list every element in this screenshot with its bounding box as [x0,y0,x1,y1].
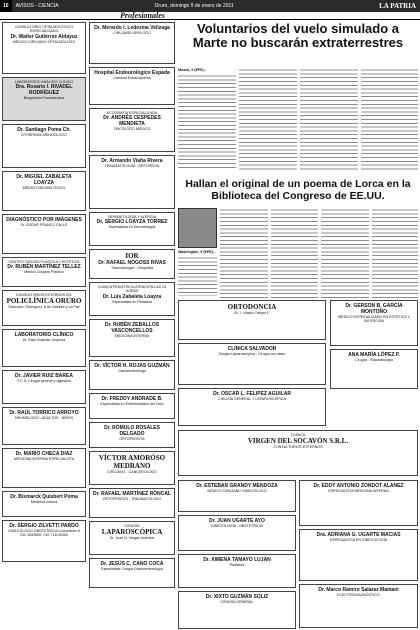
ad-26: Dr. RAFAEL MARTÍNEZ RONCAL ORTOPEDISTA - TRAUMATÓLOGO [89,488,175,518]
ad-22: Dr. VÍCTOR H. ROJAS GUZMÁN Gastroenterólogo [89,360,175,390]
column-3 [178,300,326,429]
ad-16: ECOGRAFÍA ESPECIALIZADA Dr. ANDRÉS CESPEDES MENDIETA ONCÓLOGO MÉDICO [89,108,175,152]
ad-17: Dr. Armando Viaña Rivera TRAUMATOLOGÍA - ORTOPEDIA [89,155,175,209]
page-number: 10 [0,0,12,12]
lorca-photo [178,208,217,248]
column-4-bottom [299,480,418,630]
ad-23: Dr. FREDDY ANDRADE B. Especialista en Enfermedades del Oído [89,393,175,419]
section-label: AVISOS - CIENCIA [15,3,59,9]
ad-21: Dr. RUBÉN ZEBALLOS VASCONCELLOS MEDICINA INTERNA [89,319,175,357]
ad-11: Dr. MARIO CHECA DIAZ MEDICINA INTERNA ESPECIALISTA [2,448,86,488]
ad-1: CONSULTORIO OFTALMOLÓGICO ESPECIALIZADO Dr. Walter Gutiérrez Aldayuz MÉDICO CIRUJANO OFTALMÓLOGO [2,22,86,74]
article-2-headline: Hallan el original de un poema de Lorca en la Biblioteca del Congreso de EE.UU. [185,178,411,202]
ad-4: Dr. MIGUEL ZABALETA LOAYZA MÉDICO NEUMOLÓGICO [2,171,86,211]
ad-14: Dr. Merardo I. Ledezma Velizaga CIRUJANO UROLOGO [89,22,175,64]
ad-9: Dr. JAVIER RUIZ BAREA F.C.S. Cirugía general y digestiva [2,370,86,404]
ad-32: Dr. GERSON B. GARCÍA MONTOÑO MÉDICO ESPECIALIZADO EN ESTÉTICA Y NUTRICIÓN [330,300,418,346]
article-2-body [178,208,418,298]
ad-15: Hospital Endourológico Espada Litotricia Extracorpórea [89,67,175,105]
ad-24: Dr. RÓMULO ROSALES DELGADO ORTOPEDISTA [89,422,175,448]
ad-36: Dr. JUAN UGARTE AYO GINECOLOGÍA - OBSTETRICIA [178,515,296,551]
column-3-bottom [178,480,296,630]
column-2 [89,22,175,591]
ad-25: VÍCTOR AMORÓSO MEDRANO CIRUJANO - CANCEROLOGO [89,451,175,485]
article-1-byline: Moscú, 9 (EFE).- [178,68,206,72]
section-title: Profesionales [120,11,165,20]
ad-41: Dr. Marco Ramiro Salazar Mamani ELECTRODIAGNÓSTICO [299,584,418,628]
ad-27: CIRUGÍA LAPAROSCÓPICA Dr. Juan N. Vargas Aranibar [89,521,175,555]
ad-2: LABORATORIO ANÁLISIS CLÍNICO Dra. Rosario I. RIVADEL RODRÍGUEZ Bioquímica Farmacéutica [2,77,86,121]
ad-3: Dr. Santiago Poma Ch. OTORRINOLARINGÓLOGO [2,124,86,168]
ad-39: Dr. EDDY ANTONIO ZONDOT ALANEZ ESPECIALISTA MEDICINA INTERNA [299,480,418,526]
column-1 [2,22,86,565]
ad-29: ORTODONCIA Dr. J. Waldo Crespo F. [178,300,326,340]
newspaper-name: LA PATRIA [379,2,416,10]
article-1 [178,22,418,172]
article-2-byline: Washington, 9 (EFE).- [178,250,215,254]
article-1-headline: Voluntarios del vuelo simulado a Marte no buscarán extraterrestres [192,21,404,50]
ad-38: Dr. XIXTO GUZMÁN SOLIZ CIRUGÍA GENERAL [178,591,296,629]
column-4 [330,300,418,392]
ad-31: Dr. OSCAR L. FELIPEZ AGUILAR CIRUGÍA GENERAL Y LAPAROSCÓPICA [178,388,326,426]
ad-33: ANA MARÍA LÓPEZ P. Cirugía - Traumatología [330,349,418,389]
ad-19: IOR Dr. RAFAEL NOGOSS RIVAS Traumatología - Ortopedia [89,249,175,279]
ad-20: CLÍNICA PEDIÁTRICA ATENCIÓN LAS 24 HORAS Dr. Luis Zabaleta Loayza Especialista en Pediatría [89,282,175,316]
ad-6: CENTRO CIRUGÍA PLÁSTICA Y ESTÉTICA Dr. RUBÉN MARTÍNEZ TELLEZ Médico Cirujano Plástico [2,257,86,287]
date: Oruro, domingo 9 de enero de 2011 [154,3,234,9]
ad-13: Dr. SERGIO ZILVETTI PARDO GINECÓLOGO-OBSTETRICIA Consultorio 6 Cel. 5283500. Cel. 718-40360 [2,520,86,562]
article-1-body [178,68,418,170]
ad-18: DERMATOLOGÍA Y ALERGIA Dr. SERGIO LOAYZA TORREZ Especialista en Dermatología [89,212,175,246]
ad-37: Dr. XIMENA TAMAYO LUJÁN Pediatría [178,554,296,588]
article-2 [178,178,418,298]
ad-8: LABORATORIO CLÍNICO Dr. Raúl Guzmán Oropeza [2,329,86,367]
page-header [0,0,420,12]
ad-30: CLÍNICA SALVADOR Cirugía Laparoscópica - Cirugía con láser [178,343,326,385]
ad-10: Dr. RAÚL TORRICO ARROYO NEUMÓLOGO - ADULTOS - NIÑOS [2,407,86,445]
ad-40: Dra. ADRIANA G. UGARTE MACIAS ESPECIALISTA EN GINECOLOGÍA [299,529,418,581]
ad-34: CLÍNICA VIRGEN DEL SOCAVÓN S.R.L. CONSULTORIOS EXTERNOS [178,430,418,476]
ad-35: Dr. ESTEBAN GRANDY MENDOZA MÉDICO CIRUJANO GINECÓLOGO [178,480,296,512]
ad-28: Dr. JESÚS C. CANO COCA Especialista Cirugía Gastroenterología [89,558,175,588]
ad-7: CONSULTORIOS EXTERNOS EN: POLICLÍNICA ORURO Dirección: Rodríguez, 6 de Octubre y La Paz [2,290,86,326]
ad-12: Dr. Bismarck Quisbert Poma Medicina Interna [2,491,86,517]
section-title-bar [0,12,420,20]
ad-5: DIAGNÓSTICO POR IMÁGENES Dr. EDGAR FRANCO CALLE [2,214,86,254]
